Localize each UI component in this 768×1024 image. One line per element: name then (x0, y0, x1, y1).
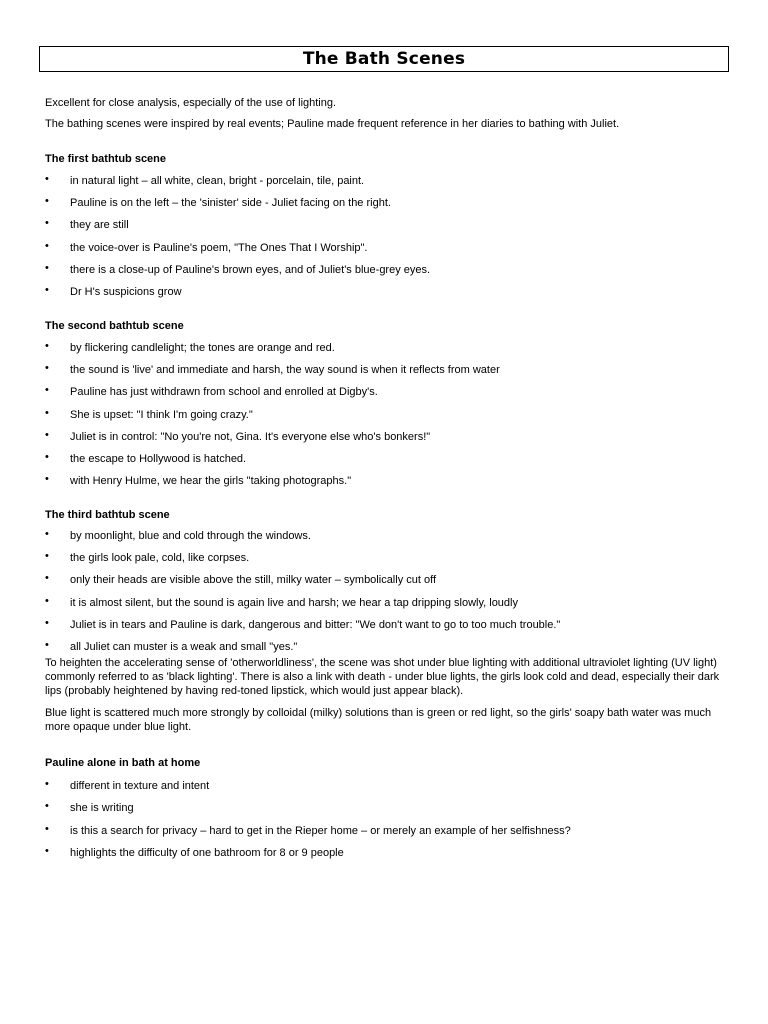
bullet-list-first-bathtub (45, 174, 735, 299)
list-item-text: they are still (70, 219, 129, 232)
list-item-text: Pauline is on the left – the 'sinister' side - Juliet facing on the right. (70, 197, 391, 210)
list-item-text: Juliet is in tears and Pauline is dark, dangerous and bitter: "We don't want to go to too much trouble." (70, 618, 561, 631)
list-item (45, 285, 735, 299)
bullet-icon: • (45, 195, 49, 208)
bullet-icon: • (45, 339, 49, 352)
title-box (39, 46, 729, 72)
page-title: The Bath Scenes (302, 49, 466, 69)
bullet-icon: • (45, 844, 49, 857)
list-item (45, 218, 735, 232)
bullet-icon: • (45, 450, 49, 463)
list-item-text: highlights the difficulty of one bathroom for 8 or 9 people (70, 846, 344, 859)
document-body (45, 93, 735, 868)
bullet-icon: • (45, 616, 49, 629)
list-item (45, 363, 735, 377)
list-item-text: Juliet is in control: "No you're not, Gina. It's everyone else who's bonkers!" (70, 430, 431, 443)
list-item (45, 529, 735, 543)
list-item-text: the sound is 'live' and immediate and harsh, the way sound is when it reflects from water (70, 364, 500, 377)
list-item (45, 596, 735, 610)
list-item (45, 408, 735, 422)
paragraph-uv-lighting: To heighten the accelerating sense of 'otherworldliness', the scene was shot under blue lighting with additional ultraviolet lighting (UV light) commonly referred to as 'black lighting'. There is also a link with death - under blue lights, the girls look cold and dead, especially their dark lips (probably heightened by having red-toned lipstick, which would just appear black). (45, 657, 720, 698)
list-item (45, 573, 735, 587)
bullet-icon: • (45, 572, 49, 585)
list-item (45, 779, 735, 793)
bullet-icon: • (45, 173, 49, 185)
bullet-icon: • (45, 362, 49, 375)
bullet-icon: • (45, 283, 49, 296)
list-item-text: there is a close-up of Pauline's brown eyes, and of Juliet's blue-grey eyes. (70, 263, 431, 276)
bullet-icon: • (45, 822, 49, 835)
bullet-list-pauline-alone (45, 779, 735, 860)
list-item-text: Dr H's suspicions grow (70, 285, 182, 298)
list-item-text: all Juliet can muster is a weak and small "yes." (70, 641, 298, 653)
list-item (45, 474, 735, 488)
list-item-text: in natural light – all white, clean, bright - porcelain, tile, paint. (70, 175, 365, 187)
list-item (45, 846, 735, 860)
list-item-text: with Henry Hulme, we hear the girls "taking photographs." (70, 475, 352, 488)
bullet-list-second-bathtub (45, 341, 735, 488)
bullet-icon: • (45, 800, 49, 813)
list-item (45, 430, 735, 444)
list-item (45, 640, 735, 654)
section-heading-pauline-alone: Pauline alone in bath at home (45, 757, 201, 770)
list-item-text: by flickering candlelight; the tones are orange and red. (70, 341, 335, 354)
list-item-text: only their heads are visible above the still, milky water – symbolically cut off (70, 574, 437, 587)
list-item-text: the voice-over is Pauline's poem, "The Ones That I Worship". (70, 241, 368, 254)
list-item (45, 241, 735, 255)
list-item (45, 263, 735, 277)
bullet-icon: • (45, 639, 49, 651)
section-heading-second-bathtub: The second bathtub scene (45, 319, 184, 332)
list-item-text: by moonlight, blue and cold through the windows. (70, 530, 311, 543)
bullet-icon: • (45, 406, 49, 419)
section-heading-third-bathtub: The third bathtub scene (45, 509, 170, 522)
list-item (45, 824, 735, 838)
list-item (45, 551, 735, 565)
section-heading-first-bathtub: The first bathtub scene (45, 153, 167, 165)
list-item-text: the girls look pale, cold, like corpses. (70, 552, 250, 565)
list-item-text: is this a search for privacy – hard to get in the Rieper home – or merely an example of her selfishness? (70, 824, 571, 837)
list-item (45, 452, 735, 466)
bullet-icon: • (45, 239, 49, 252)
paragraph-blue-light: Blue light is scattered much more strongly by colloidal (milky) solutions than is green or red light, so the girls' soapy bath water was much more opaque under blue light. (45, 707, 712, 734)
list-item-text: the escape to Hollywood is hatched. (70, 452, 247, 465)
bullet-icon: • (45, 428, 49, 441)
list-item (45, 801, 735, 815)
list-item-text: Pauline has just withdrawn from school and enrolled at Digby's. (70, 386, 378, 399)
bullet-icon: • (45, 217, 49, 230)
list-item (45, 341, 735, 355)
list-item-text: She is upset: "I think I'm going crazy." (70, 408, 253, 421)
list-item (45, 618, 735, 632)
bullet-list-third-bathtub (45, 529, 735, 654)
bullet-icon: • (45, 261, 49, 274)
bullet-icon: • (45, 528, 49, 541)
bullet-icon: • (45, 473, 49, 486)
list-item (45, 174, 735, 188)
bullet-icon: • (45, 550, 49, 563)
bullet-icon: • (45, 384, 49, 397)
list-item-text: she is writing (70, 802, 134, 815)
intro-line-1: Excellent for close analysis, especially of the use of lighting. (45, 97, 337, 109)
bullet-icon: • (45, 778, 49, 791)
list-item-text: different in texture and intent (70, 780, 210, 793)
intro-line-2: The bathing scenes were inspired by real events; Pauline made frequent reference in her diaries to bathing with Juliet. (45, 118, 620, 130)
list-item (45, 385, 735, 399)
bullet-icon: • (45, 594, 49, 607)
list-item-text: it is almost silent, but the sound is again live and harsh; we hear a tap dripping slowly, loudly (70, 596, 518, 609)
list-item (45, 196, 735, 210)
